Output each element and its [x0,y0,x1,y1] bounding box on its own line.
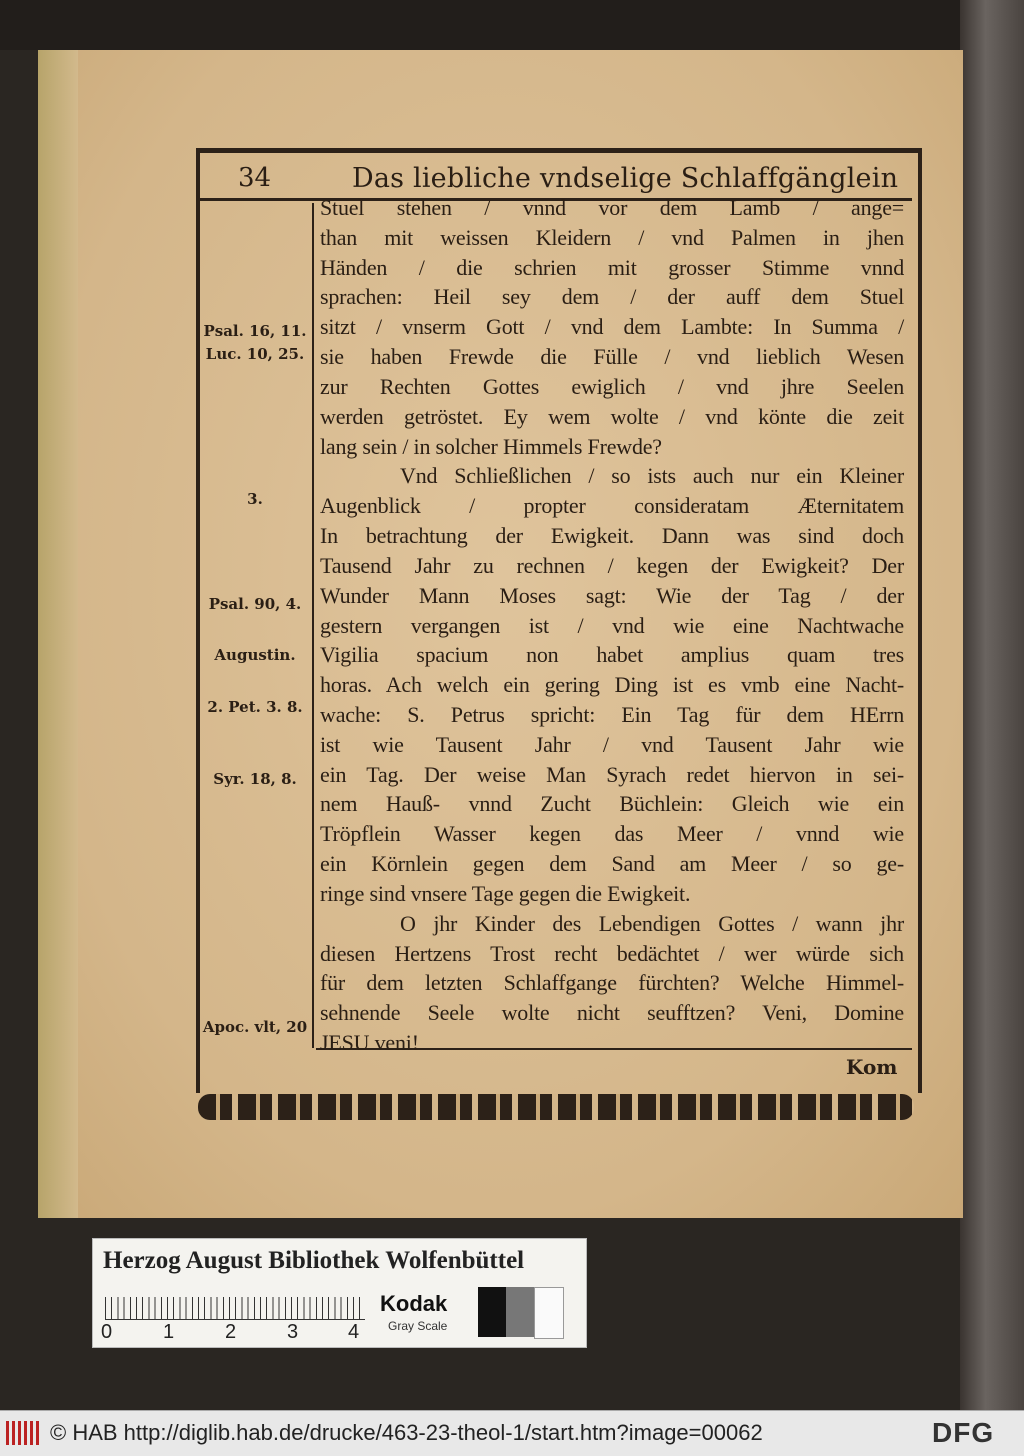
gray-swatch-black [478,1287,506,1337]
page-edges [38,50,78,1218]
text-line: Wunder Mann Moses sagt: Wie der Tag / der [320,582,904,608]
color-bar-label [92,1238,587,1348]
text-line: ist wie Tausent Jahr / vnd Tausent Jahr wie [320,731,904,757]
text-line: sitzt / vnserm Gott / vnd dem Lambte: In Summa / [320,314,904,340]
text-line: für dem letzten Schlaffgange fürchten? Welche Himmel- [320,970,904,996]
ruler [105,1297,365,1320]
text-line: ringe sind vnsere Tage gegen die Ewigkeit. [320,880,691,906]
text-line: sie haben Frewde die Fülle / vnd lieblich Wesen [320,344,904,370]
margin-note: 3. [247,490,263,508]
margin-note: Apoc. vlt, 20 [202,1018,308,1036]
margin-note: 2. Pet. 3. 8. [207,698,303,716]
ruler-number: 2 [225,1321,237,1343]
hab-logo-icon [6,1421,42,1445]
margin-note: Psal. 90, 4. [208,595,302,613]
text-line: Tausend Jahr zu rechnen / kegen der Ewigkeit? Der [320,552,904,578]
dfg-logo: DFG [932,1417,995,1448]
ruler-number: 1 [163,1321,175,1343]
text-line: Stuel stehen / vnnd vor dem Lamb / ange= [320,195,904,220]
page-number: 34 [238,163,272,193]
scan-background [0,0,1024,50]
text-line: In betrachtung der Ewigkeit. Dann was sind doch [320,523,904,549]
gray-swatch-white [534,1287,564,1339]
margin-note: Luc. 10, 25. [205,345,305,363]
text-line: Vigilia spacium non habet amplius quam tres [320,642,904,668]
gray-swatch-mid [506,1287,534,1337]
text-line: gestern vergangen ist / vnd wie eine Nachtwache [320,612,904,638]
ornamental-border [198,1094,914,1120]
text-line: Augenblick / propter consideratam Æternitatem [320,493,904,519]
ruler-number: 4 [348,1321,360,1343]
ruler-number: 3 [287,1321,299,1343]
text-line: lang sein / in solcher Himmels Frewde? [320,433,662,459]
scan-background-right [960,0,1024,1410]
text-line: nem Hauß- vnnd Zucht Büchlein: Gleich wie ein [320,791,904,817]
kodak-brand: Kodak [380,1291,448,1316]
margin-note: Augustin. [214,646,296,664]
text-line: JESU veni! [320,1030,419,1055]
text-line: ein Körnlein gegen dem Sand am Meer / so ge- [320,851,904,877]
text-line: werden getröstet. Ey wem wolte / vnd könte die zeit [320,403,904,429]
ruler-number: 0 [101,1321,113,1343]
text-line: than mit weissen Kleidern / vnd Palmen in jhen [320,224,904,250]
citation-link[interactable]: © HAB http://diglib.hab.de/drucke/463-23-theol-1/start.htm?image=00062 [50,1420,763,1445]
footer-bar [0,1410,1024,1456]
running-head: Das liebliche vndselige Schlaffgänglein [352,163,899,194]
library-name: Herzog August Bibliothek Wolfenbüttel [103,1247,525,1274]
text-line: Händen / die schrien mit grosser Stimme vnnd [320,254,904,280]
text-line: Tröpflein Wasser kegen das Meer / vnnd wie [320,821,904,847]
text-line: sprachen: Heil sey dem / der auff dem Stuel [320,284,904,310]
margin-note: Psal. 16, 11. [203,322,307,340]
text-line: wache: S. Petrus spricht: Ein Tag für dem HErrn [320,701,904,727]
margin-note: Syr. 18, 8. [213,770,297,788]
margin-column-rule [312,203,314,1048]
gray-scale-label: Gray Scale [388,1319,448,1333]
text-line: diesen Hertzens Trost recht bedächtet / wer würde sich [320,940,904,966]
text-line: Vnd Schließlichen / so ists auch nur ein Kleiner [400,463,904,489]
text-line: O jhr Kinder des Lebendigen Gottes / wann jhr [400,910,904,936]
text-line: ein Tag. Der weise Man Syrach redet hiervon in sei- [320,761,904,787]
text-line: zur Rechten Gottes ewiglich / vnd jhre Seelen [320,373,904,399]
text-line: sehnende Seele wolte nicht seufftzen? Veni, Domine [320,1000,904,1026]
text-line: horas. Ach welch ein gering Ding ist es vmb eine Nacht- [320,672,904,698]
catchword: Kom [846,1055,898,1079]
